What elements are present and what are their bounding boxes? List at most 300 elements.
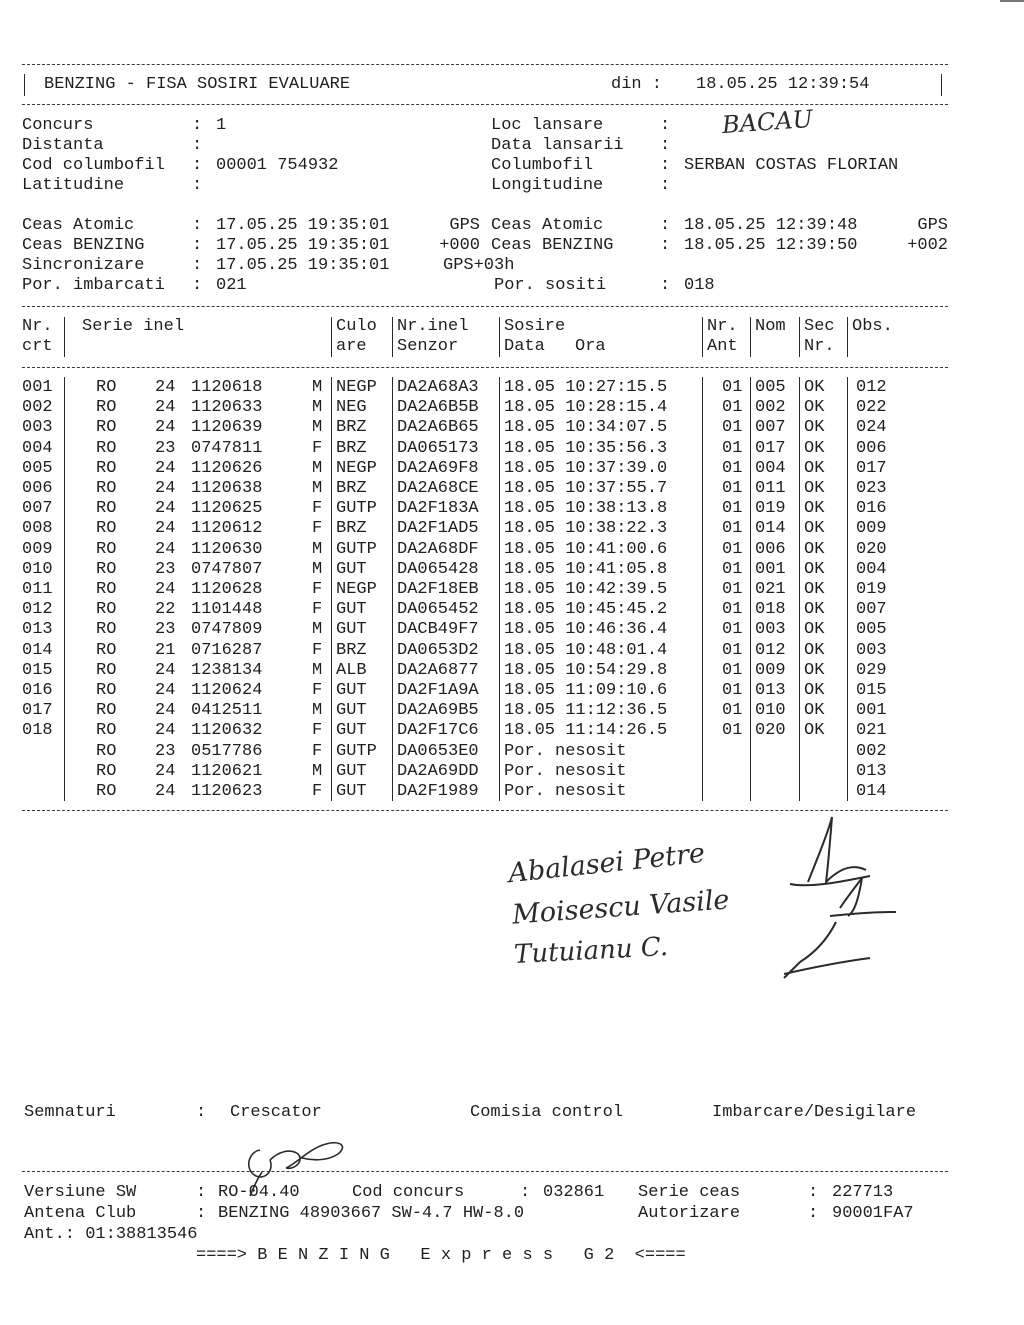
cell-nom: 009	[755, 660, 786, 680]
cell-sensor: DA2A69B5	[397, 701, 479, 721]
cod-columbofil-value: 00001 754932	[216, 156, 339, 175]
cell-color: NEGP	[336, 458, 377, 478]
cell-nr-crt: 017	[22, 701, 53, 721]
por-sositi-label: Por. sositi	[494, 276, 607, 295]
cod-columbofil-label: Cod columbofil	[22, 156, 165, 175]
cell-arrival: 18.05 10:42:39.5	[504, 580, 668, 599]
footer-top-rule	[22, 1171, 948, 1172]
table-top-rule	[22, 306, 948, 307]
cell-obs: 007	[856, 600, 887, 620]
cell-nom: 019	[755, 499, 786, 519]
cell-nr-crt: 018	[22, 721, 53, 741]
cell-sex: M	[312, 559, 323, 579]
cell-color: GUT	[336, 761, 367, 781]
cell-nom: 004	[755, 458, 786, 478]
cell-nr-crt: 015	[22, 660, 53, 680]
cell-sec: OK	[804, 479, 825, 498]
cell-arrival: 18.05 10:48:01.4	[504, 640, 668, 660]
cell-arrival: 18.05 10:37:39.0	[504, 458, 668, 478]
cell-nr-crt: 012	[22, 600, 53, 620]
cell-obs: 022	[856, 398, 887, 418]
cell-nom: 007	[755, 418, 786, 438]
cell-sex: F	[312, 580, 323, 599]
cell-nr-crt: 003	[22, 418, 53, 438]
cell-color: ALB	[336, 660, 367, 680]
cell-nr-crt: 013	[22, 620, 53, 640]
cell-ring-number: 1120639	[191, 418, 263, 438]
cell-sensor: DA2F183A	[397, 499, 479, 519]
cell-arrival: 18.05 10:28:15.4	[504, 398, 668, 418]
cell-sensor: DA2A6B5B	[397, 398, 479, 418]
cell-ring-number: 1120618	[191, 378, 263, 397]
concurs-label: Concurs	[22, 116, 94, 135]
cell-obs: 014	[856, 782, 887, 801]
cell-sex: M	[312, 620, 323, 640]
cell-antenna: 01	[722, 398, 743, 418]
cell-antenna: 01	[722, 499, 743, 519]
col-header-ant: Ant	[707, 337, 738, 356]
columbofil-value: SERBAN COSTAS FLORIAN	[684, 156, 899, 175]
cell-country: RO	[96, 701, 117, 721]
col-header-nrinel: Nr.inel	[397, 317, 469, 336]
cell-nr-crt: 010	[22, 559, 53, 579]
cell-nom: 017	[755, 438, 786, 458]
cell-nom: 011	[755, 479, 786, 498]
cell-nr-crt: 001	[22, 378, 53, 397]
cell-year: 24	[155, 458, 176, 478]
loc-lansare-handwritten: BACAU	[721, 104, 814, 140]
cell-country: RO	[96, 559, 117, 579]
cell-arrival: 18.05 10:27:15.5	[504, 378, 668, 397]
cell-ring-number: 1120633	[191, 398, 263, 418]
col-header-sec-nr: Nr.	[804, 337, 835, 356]
cell-sec: OK	[804, 559, 825, 579]
commission-signatures	[770, 812, 900, 982]
cell-country: RO	[96, 479, 117, 498]
col-header-culoare-2: are	[336, 337, 367, 356]
cell-country: RO	[96, 580, 117, 599]
columbofil-label: Columbofil	[491, 156, 594, 175]
handwritten-name-1: Abalasei Petre	[506, 837, 707, 890]
header-right-border	[941, 74, 942, 96]
antena-club-label: Antena Club	[24, 1204, 137, 1223]
cell-country: RO	[96, 761, 117, 781]
cell-year: 24	[155, 580, 176, 599]
cell-sensor: DA065452	[397, 600, 479, 620]
cell-ring-number: 1101448	[191, 600, 263, 620]
cell-nr-crt: 016	[22, 681, 53, 700]
cell-sensor: DA2F18EB	[397, 580, 479, 599]
cell-obs: 021	[856, 721, 887, 741]
cell-sensor: DA2A69DD	[397, 761, 479, 781]
cell-arrival: 18.05 10:41:05.8	[504, 559, 668, 579]
col-header-serie: Serie inel	[82, 317, 185, 336]
cell-sensor: DA2A68DF	[397, 539, 479, 559]
cell-color: GUT	[336, 559, 367, 579]
col-header-sec: Sec	[804, 317, 835, 336]
cell-obs: 002	[856, 741, 887, 761]
distanta-label: Distanta	[22, 136, 104, 155]
cell-sec: OK	[804, 378, 825, 397]
cell-sex: M	[312, 378, 323, 397]
cell-ring-number: 1120612	[191, 519, 263, 539]
cell-color: GUTP	[336, 539, 377, 559]
cell-sex: M	[312, 701, 323, 721]
cell-antenna: 01	[722, 438, 743, 458]
cell-sensor: DA0653D2	[397, 640, 479, 660]
cell-ring-number: 1238134	[191, 660, 263, 680]
cell-year: 24	[155, 539, 176, 559]
cell-ring-number: 1120628	[191, 580, 263, 599]
cell-sec: OK	[804, 660, 825, 680]
cell-nr-crt: 002	[22, 398, 53, 418]
cell-sec: OK	[804, 458, 825, 478]
scan-edge-mark	[1000, 0, 1024, 14]
cell-country: RO	[96, 499, 117, 519]
cell-color: BRZ	[336, 438, 367, 458]
cell-obs: 029	[856, 660, 887, 680]
cell-year: 23	[155, 559, 176, 579]
cell-arrival: 18.05 11:14:26.5	[504, 721, 668, 741]
cell-nom: 010	[755, 701, 786, 721]
cell-country: RO	[96, 600, 117, 620]
cell-ring-number: 0517786	[191, 741, 263, 761]
header-left-border	[24, 74, 25, 96]
ceas-benzing-end-value: 18.05.25 12:39:50	[684, 236, 858, 255]
cell-year: 24	[155, 418, 176, 438]
cell-color: GUT	[336, 782, 367, 801]
cell-antenna: 01	[722, 539, 743, 559]
cell-sex: F	[312, 519, 323, 539]
cell-sex: M	[312, 418, 323, 438]
cell-nr-crt: 008	[22, 519, 53, 539]
cell-antenna: 01	[722, 721, 743, 741]
cell-antenna: 01	[722, 681, 743, 700]
cell-ring-number: 0747809	[191, 620, 263, 640]
cell-nom: 018	[755, 600, 786, 620]
serie-ceas-value: 227713	[832, 1183, 894, 1202]
ceas-atomic-end-label: Ceas Atomic	[491, 216, 604, 235]
cell-arrival: Por. nesosit	[504, 741, 627, 761]
cell-arrival: 18.05 10:54:29.8	[504, 660, 668, 680]
cell-antenna: 01	[722, 620, 743, 640]
ceas-benzing-end-label: Ceas BENZING	[491, 236, 614, 255]
cell-color: GUTP	[336, 499, 377, 519]
col-header-obs: Obs.	[852, 317, 893, 336]
cell-nom: 020	[755, 721, 786, 741]
cell-year: 24	[155, 782, 176, 801]
cell-country: RO	[96, 378, 117, 397]
col-header-crt: crt	[22, 337, 53, 356]
cell-obs: 006	[856, 438, 887, 458]
cell-country: RO	[96, 721, 117, 741]
autorizare-label: Autorizare	[638, 1204, 741, 1223]
cell-color: GUT	[336, 620, 367, 640]
handwritten-name-2: Moisescu Vasile	[511, 884, 731, 931]
cell-year: 24	[155, 398, 176, 418]
cell-country: RO	[96, 741, 117, 761]
signature-1-icon	[790, 817, 870, 885]
cell-sec: OK	[804, 701, 825, 721]
sincronizare-label: Sincronizare	[22, 256, 145, 275]
cell-sec: OK	[804, 539, 825, 559]
col-header-nr: Nr.	[22, 317, 53, 336]
cell-antenna: 01	[722, 660, 743, 680]
cell-sex: F	[312, 782, 323, 801]
cell-color: BRZ	[336, 519, 367, 539]
cell-antenna: 01	[722, 640, 743, 660]
cell-obs: 019	[856, 580, 887, 599]
semnaturi-label: Semnaturi	[24, 1103, 116, 1122]
longitudine-label: Longitudine	[491, 176, 604, 195]
cell-color: GUT	[336, 600, 367, 620]
cell-antenna: 01	[722, 378, 743, 397]
cell-sec: OK	[804, 519, 825, 539]
cell-sex: M	[312, 761, 323, 781]
cell-ring-number: 1120632	[191, 721, 263, 741]
cell-antenna: 01	[722, 559, 743, 579]
cell-sensor: DA2F1A9A	[397, 681, 479, 700]
arrival-sheet: BENZING - FISA SOSIRI EVALUARE din : 18.05.25 12:39:54 Concurs : 1 Distanta : Cod columbofil : 00001 754932 Latitudine : Loc lansare : BACAU Data lansarii : Columbofil : SERBAN COSTAS FLORIAN Longitudine : Ceas Atomic : 17.05.25 19:35:01 GPS Ceas BENZING : 17.05.25 19:35:01 +000 Sincronizare : 17.05.25 19:35:01 GPS+03h Por. imbarcati : 021 Ceas Atomic : 18.05.25 12:39:48 GPS Ceas BENZING : 18.05.25 12:39:50 +002 Por. sositi : 018 Nr. crt Serie inel Culo are Nr.inel Senzor Sosire Data Ora Nr. Ant Nom Sec Nr. Obs. 001 RO 24 1120618 M NEGP DA2A68A3 18.05 10:27:15.5 01 005 OK 012 002 RO 24 1120633 M NEG DA2A6B5B 18.05 10:28:15.4 01 002 OK 022 003 RO 24 1120639 M BRZ DA2A6B65 18.05 10:34:07.5 01 007 OK 024 004 RO 23 0747811 F BRZ DA065173 18.05 10:35:56.3 01 017 OK 006 005 RO 24 1120626 M NEGP DA2A69F8 18.05 10:37:39.0 01 004 OK 017 006 RO 24 1120638 M BRZ DA2A68CE 18.05 10:37:55.7 01 011 OK 023 007 RO 24 1120625 F GUTP DA2F183A 18.05 10:38:13.8 01 019 OK 016 008 RO 24 1120612 F BRZ DA2F1AD5 18.05 10:38:22.3 01 014 OK 009 009 RO 24 1120630 M GUTP DA2A68DF 18.05 10:41:00.6 01 006 OK 020 010 RO 23 0747807 M GUT DA065428 18.05 10:41:05.8 01 001 OK 004 011 RO 24 1120628 F NEGP DA2F18EB 18.05 10:42:39.5 01 021 OK 019 012 RO 22 1101448 F GUT DA065452 18.05 10:45:45.2 01 018 OK 007 013 RO 23 0747809 M GUT DACB49F7 18.05 10:46:36.4 01 003 OK 005 014 RO 21 0716287 F BRZ DA0653D2 18.05 10:48:01.4 01 012 OK 003 015 RO 24 1238134 M ALB DA2A6877 18.05 10:54:29.8 01 009 OK 029 016 RO 24 1120624 F GUT DA2F1A9A 18.05 11:09:10.6 01 013 OK 015 017 RO 24 0412511 M GUT DA2A69B5 18.05 11:12:36.5 01 010 OK 001 018 RO 24 1120632 F GUT DA2F17C6 18.05 11:14:26.5 01 020 OK 021 RO 23 0517786 F GUTP DA0653E0 Por. nesosit 002 RO 24 1120621 M GUT DA2A69DD Por. nesosit 013 RO 24 1120623 F GUT DA2F1989 Por. nesosit 014 Abalasei Petre Moisescu Vasile Tutuianu C. Semnaturi : Crescator Comisia control Imbarcare/Desigilare Versiune SW : RO-04.40 Cod concurs : 032861 Serie ceas : 227713 Antena Club : BENZING 48903667 SW-4.7 HW-8.0 Autorizare : 90001FA7 Ant.: 01:38813546 ====> B E N Z I N G E x p r e s s G 2 <====	[0, 0, 1024, 1325]
ceas-benzing-start-label: Ceas BENZING	[22, 236, 145, 255]
cod-concurs-value: 032861	[543, 1183, 605, 1202]
cell-country: RO	[96, 398, 117, 418]
din-timestamp: 18.05.25 12:39:54	[696, 75, 870, 94]
por-sositi-value: 018	[684, 276, 715, 295]
cell-nr-crt: 004	[22, 438, 53, 458]
ceas-benzing-start-suffix: +000	[439, 236, 480, 255]
handwritten-name-3: Tutuianu C.	[513, 931, 669, 971]
sincronizare-suffix: GPS+03h	[443, 256, 515, 275]
header-top-rule	[22, 64, 948, 65]
versiune-label: Versiune SW	[24, 1183, 137, 1202]
cell-color: BRZ	[336, 418, 367, 438]
cell-sex: M	[312, 479, 323, 498]
cell-ring-number: 0747807	[191, 559, 263, 579]
cell-obs: 001	[856, 701, 887, 721]
cell-obs: 015	[856, 681, 887, 700]
cell-ring-number: 1120625	[191, 499, 263, 519]
cell-arrival: Por. nesosit	[504, 782, 627, 801]
cell-ring-number: 0747811	[191, 438, 263, 458]
cell-sensor: DA065173	[397, 438, 479, 458]
cod-concurs-label: Cod concurs	[352, 1183, 465, 1202]
cell-nr-crt: 011	[22, 580, 53, 599]
cell-sex: F	[312, 499, 323, 519]
cell-ring-number: 0412511	[191, 701, 263, 721]
cell-year: 24	[155, 721, 176, 741]
cell-nom: 002	[755, 398, 786, 418]
cell-color: NEG	[336, 398, 367, 418]
ceas-benzing-start-value: 17.05.25 19:35:01	[216, 236, 390, 255]
cell-obs: 023	[856, 479, 887, 498]
cell-nom: 021	[755, 580, 786, 599]
cell-obs: 009	[856, 519, 887, 539]
cell-sensor: DA2A69F8	[397, 458, 479, 478]
cell-nr-crt: 007	[22, 499, 53, 519]
cell-sec: OK	[804, 600, 825, 620]
cell-sec: OK	[804, 640, 825, 660]
cell-arrival: Por. nesosit	[504, 761, 627, 781]
cell-year: 24	[155, 681, 176, 700]
cell-color: BRZ	[336, 479, 367, 498]
crescator-label: Crescator	[230, 1103, 322, 1122]
cell-year: 24	[155, 761, 176, 781]
cell-year: 23	[155, 620, 176, 640]
cell-sensor: DA0653E0	[397, 741, 479, 761]
cell-sex: M	[312, 458, 323, 478]
ceas-benzing-end-suffix: +002	[907, 236, 948, 255]
cell-nom: 013	[755, 681, 786, 700]
comisia-control-label: Comisia control	[470, 1103, 624, 1122]
cell-antenna: 01	[722, 458, 743, 478]
cell-arrival: 18.05 10:34:07.5	[504, 418, 668, 438]
cell-sex: M	[312, 660, 323, 680]
cell-country: RO	[96, 681, 117, 700]
data-lansarii-label: Data lansarii	[491, 136, 624, 155]
cell-obs: 017	[856, 458, 887, 478]
cell-antenna: 01	[722, 479, 743, 498]
cell-nom: 001	[755, 559, 786, 579]
cell-country: RO	[96, 418, 117, 438]
cell-country: RO	[96, 660, 117, 680]
cell-sec: OK	[804, 438, 825, 458]
por-imbarcati-label: Por. imbarcati	[22, 276, 165, 295]
cell-sex: F	[312, 741, 323, 761]
imbarcare-label: Imbarcare/Desigilare	[712, 1103, 917, 1122]
cell-nom: 006	[755, 539, 786, 559]
cell-ring-number: 1120626	[191, 458, 263, 478]
semnaturi-colon: :	[196, 1103, 207, 1122]
cell-arrival: 18.05 10:38:13.8	[504, 499, 668, 519]
brand-line: ====> B E N Z I N G E x p r e s s G 2 <====	[196, 1246, 686, 1265]
cell-year: 24	[155, 378, 176, 397]
cell-country: RO	[96, 620, 117, 640]
cell-country: RO	[96, 640, 117, 660]
ceas-atomic-start-suffix: GPS	[449, 216, 480, 235]
cell-nr-crt: 006	[22, 479, 53, 498]
cell-nr-crt: 005	[22, 458, 53, 478]
table-bottom-rule	[22, 810, 948, 811]
col-header-senzor: Senzor	[397, 337, 459, 356]
col-header-nr-ant: Nr.	[707, 317, 738, 336]
cell-sensor: DA2F17C6	[397, 721, 479, 741]
document-title: BENZING - FISA SOSIRI EVALUARE	[44, 75, 351, 94]
cell-obs: 005	[856, 620, 887, 640]
cell-sensor: DA2F1989	[397, 782, 479, 801]
cell-year: 23	[155, 438, 176, 458]
ceas-atomic-end-value: 18.05.25 12:39:48	[684, 216, 858, 235]
cell-nom: 014	[755, 519, 786, 539]
cell-arrival: 18.05 10:41:00.6	[504, 539, 668, 559]
cell-obs: 024	[856, 418, 887, 438]
cell-antenna: 01	[722, 580, 743, 599]
col-header-culoare: Culo	[336, 317, 377, 336]
cell-sex: F	[312, 681, 323, 700]
cell-nr-crt: 014	[22, 640, 53, 660]
cell-obs: 012	[856, 378, 887, 397]
cell-sex: F	[312, 600, 323, 620]
cell-arrival: 18.05 10:46:36.4	[504, 620, 668, 640]
cell-ring-number: 1120623	[191, 782, 263, 801]
cell-sec: OK	[804, 418, 825, 438]
cell-ring-number: 1120624	[191, 681, 263, 700]
col-header-data: Data	[504, 337, 545, 356]
cell-arrival: 18.05 11:12:36.5	[504, 701, 668, 721]
cell-color: NEGP	[336, 580, 377, 599]
cell-sensor: DACB49F7	[397, 620, 479, 640]
antena-club-value: BENZING 48903667 SW-4.7 HW-8.0	[218, 1204, 525, 1223]
cell-sex: F	[312, 640, 323, 660]
cell-year: 24	[155, 499, 176, 519]
cell-sensor: DA2A68CE	[397, 479, 479, 498]
signature-2-icon	[830, 878, 896, 916]
cell-year: 24	[155, 660, 176, 680]
cell-year: 21	[155, 640, 176, 660]
cell-obs: 013	[856, 761, 887, 781]
cell-color: GUT	[336, 721, 367, 741]
cell-ring-number: 1120630	[191, 539, 263, 559]
loc-lansare-label: Loc lansare	[491, 116, 604, 135]
cell-arrival: 18.05 10:35:56.3	[504, 438, 668, 458]
cell-sensor: DA2A6877	[397, 660, 479, 680]
cell-obs: 003	[856, 640, 887, 660]
cell-sec: OK	[804, 620, 825, 640]
cell-year: 22	[155, 600, 176, 620]
table-header-rule	[22, 367, 948, 368]
cell-color: GUT	[336, 681, 367, 700]
cell-nom: 003	[755, 620, 786, 640]
cell-sensor: DA065428	[397, 559, 479, 579]
ceas-atomic-end-suffix: GPS	[917, 216, 948, 235]
cell-antenna: 01	[722, 418, 743, 438]
col-header-nom: Nom	[755, 317, 786, 336]
cell-color: NEGP	[336, 378, 377, 397]
cell-sec: OK	[804, 499, 825, 519]
cell-ring-number: 1120621	[191, 761, 263, 781]
cell-year: 24	[155, 519, 176, 539]
cell-nr-crt: 009	[22, 539, 53, 559]
cell-ring-number: 0716287	[191, 640, 263, 660]
cell-country: RO	[96, 519, 117, 539]
cell-country: RO	[96, 458, 117, 478]
concurs-value: 1	[216, 116, 227, 135]
cell-antenna: 01	[722, 701, 743, 721]
serie-ceas-label: Serie ceas	[638, 1183, 741, 1202]
cell-arrival: 18.05 10:38:22.3	[504, 519, 668, 539]
cell-antenna: 01	[722, 519, 743, 539]
cell-nom: 012	[755, 640, 786, 660]
cell-year: 24	[155, 701, 176, 721]
cell-nom: 005	[755, 378, 786, 397]
cell-sex: M	[312, 398, 323, 418]
cell-obs: 004	[856, 559, 887, 579]
cell-sex: F	[312, 721, 323, 741]
cell-sec: OK	[804, 681, 825, 700]
cell-ring-number: 1120638	[191, 479, 263, 498]
cell-obs: 016	[856, 499, 887, 519]
cell-year: 24	[155, 479, 176, 498]
autorizare-value: 90001FA7	[832, 1204, 914, 1223]
cell-year: 23	[155, 741, 176, 761]
cell-sec: OK	[804, 580, 825, 599]
cell-color: GUT	[336, 701, 367, 721]
cell-sex: F	[312, 438, 323, 458]
cell-obs: 020	[856, 539, 887, 559]
cell-sensor: DA2A6B65	[397, 418, 479, 438]
ceas-atomic-start-value: 17.05.25 19:35:01	[216, 216, 390, 235]
ceas-atomic-start-label: Ceas Atomic	[22, 216, 135, 235]
